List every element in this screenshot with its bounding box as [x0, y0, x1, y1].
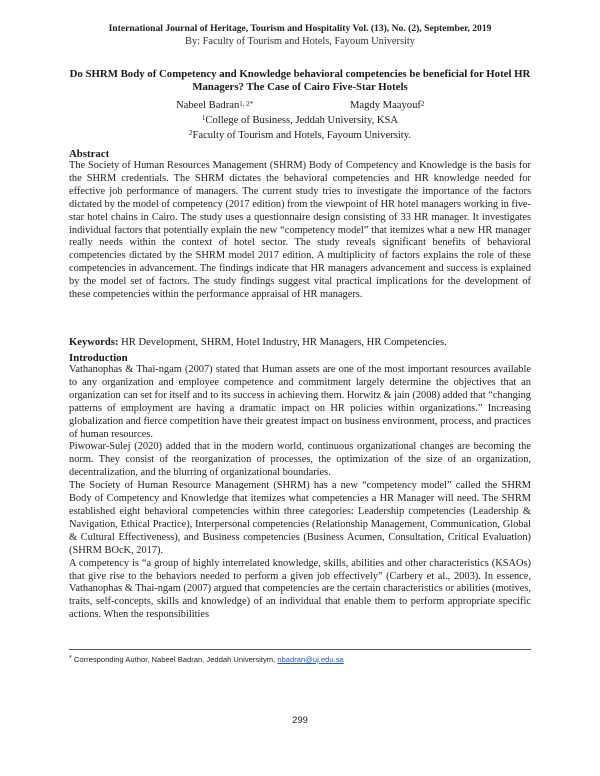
affiliation-superscript: 2: [189, 129, 193, 137]
keywords-line: [69, 337, 447, 348]
intro-paragraph: A competency is “a group of highly interrelated knowledge, skills, abilities and other characteristics (KSAOs) that give rise to the behaviors needed to perform a given job effectively” (Carbery et al., 2003). In essence, Vathanophas & Thai-ngam (2007) argued that competencies are the certain characteristics or abilities (motives, traits, self-concepts, skills and knowledge) of an individual that enable them to perform appropriate specific actions. When the responsibilities: [69, 557, 531, 621]
footnote: [69, 655, 344, 664]
affiliation-1: [0, 114, 600, 127]
introduction-heading: Introduction: [69, 352, 128, 364]
keywords-label: Keywords:: [69, 337, 119, 348]
abstract-heading: Abstract: [69, 148, 110, 160]
journal-citation: International Journal of Heritage, Tourism and Hospitality Vol. (13), No. (2), September, 2019: [108, 23, 492, 34]
author-superscript: 1, 2*: [239, 100, 254, 108]
introduction-body: [69, 364, 531, 622]
intro-paragraph: Piwowar-Sulej (2020) added that in the modern world, continuous organizational changes are becoming the norm. They consist of the reorganization of processes, the optimization of the size of an organization, decentralization, and the blurring of organizational boundaries.: [69, 441, 531, 479]
affiliation-text: College of Business, Jeddah University, KSA: [205, 115, 399, 126]
paper-title: Do SHRM Body of Competency and Knowledge behavioral competencies be beneficial for Hotel HR Managers? The Case of Cairo Five-Star Hotels: [69, 68, 531, 93]
intro-paragraph: Vathanophas & Thai-ngam (2007) stated that Human assets are one of the most important resources available to any organization and employee competence and commitment largely determine the objectives that an organization can set for itself and to its success in achieving them. Horwitz & jain (2008) added that “changing patterns of employment are having a dramatic impact on HR policies within organizations.” Increasing globalization and fierce competition have their greatest impact on business environment, process, and practices of human resources.: [69, 364, 531, 440]
keywords-text: HR Development, SHRM, Hotel Industry, HR Managers, HR Competencies.: [121, 337, 447, 348]
abstract-body: The Society of Human Resources Management (SHRM) Body of Competency and Knowledge is the basis for the SHRM credentials. The SHRM dictates the behavioral competencies and HR knowledge needed for effective job performance of managers. The current study tries to investigate the importance of the factors dictated by the model of competency (2017 edition) from the viewpoint of HR hotel managers working in five-star hotel chains in Cairo. The study uses a questionnaire design consisting of 33 HR manager. It investigates individual factors that potentially explain the new “competency model” that itemizes what a new HR manager really needs within the context of hotel sector. The study reveals significant benefits of behavioral competencies dictated by the SHRM model 2017 edition. A multiplicity of factors explains the role of these competencies in advancement. The findings indicate that HR managers advancement and success is explained by the model set of factors. The study findings suggest vital practical implications for the development of these competencies within the performance appraisal of HR managers.: [69, 160, 531, 301]
author-superscript: 2: [420, 100, 425, 108]
footnote-marker: *: [69, 655, 72, 662]
affiliation-text: Faculty of Tourism and Hotels, Fayoum University.: [192, 130, 411, 141]
running-header: [0, 22, 600, 48]
author-line: [0, 100, 600, 113]
author-maayouf: [350, 100, 424, 111]
footnote-divider: [69, 649, 531, 650]
author-name: Nabeel Badran: [176, 100, 240, 111]
footnote-email-link[interactable]: nbadran@uj.edu.sa: [277, 655, 344, 664]
page-number: 299: [292, 714, 308, 725]
author-badran: [176, 100, 253, 111]
intro-paragraph: The Society of Human Resource Management (SHRM) has a new “competency model” called the SHRM Body of Competency and Knowledge that itemizes what competencies a HR Manager will need. The SHRM established eight behavioral competencies within three categories: Leadership competencies (Leadership & Navigation, Ethical Practice), Interpersonal competencies (Relationship Management, Communication, Global & Cultural Effectiveness), and Business competencies (Business Acumen, Consultation, Critical Evaluation) (SHRM BOcK, 2017).: [69, 480, 531, 556]
author-name: Magdy Maayouf: [350, 100, 421, 111]
affiliation-2: [0, 129, 600, 142]
affiliation-superscript: 1: [201, 114, 206, 122]
publisher-line: By: Faculty of Tourism and Hotels, Fayoum University: [185, 36, 415, 47]
paper-title-block: [60, 68, 540, 94]
footnote-text: Corresponding Author, Nabeel Badran, Jeddah Universitym,: [71, 655, 278, 664]
